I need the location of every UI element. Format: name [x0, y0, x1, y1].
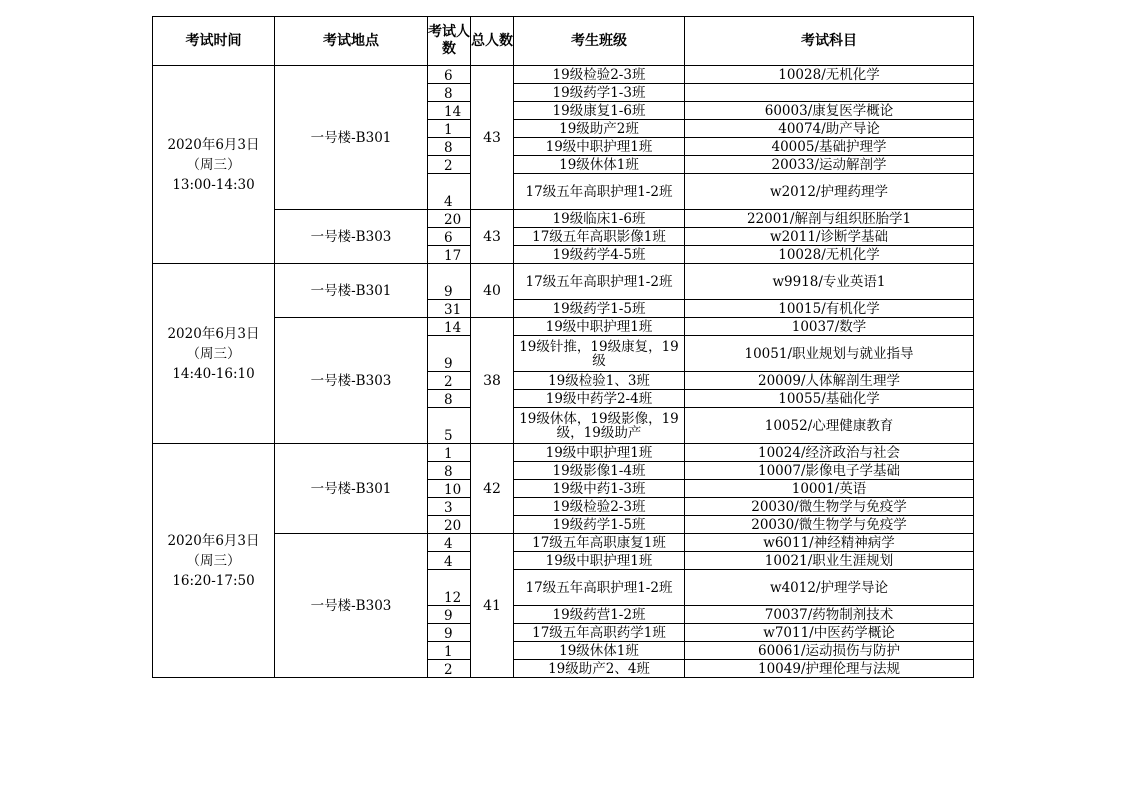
exam-count-cell: 20: [428, 516, 471, 534]
exam-date: 2020年6月3日: [167, 136, 260, 153]
exam-count-cell: 5: [428, 408, 471, 444]
exam-subject-cell: 10028/无机化学: [685, 66, 974, 84]
exam-time: 14:40-16:10: [172, 365, 255, 382]
exam-subject-cell: 10007/影像电子学基础: [685, 462, 974, 480]
student-class-cell: 19级药学1-5班: [514, 300, 685, 318]
exam-weekday: （周三）: [186, 156, 241, 173]
student-class-cell: 19级检验2-3班: [514, 498, 685, 516]
student-class-cell: 19级针推，19级康复，19级: [514, 336, 685, 372]
student-class-cell: 19级中职护理1班: [514, 552, 685, 570]
exam-subject-cell: 20033/运动解剖学: [685, 156, 974, 174]
student-class-cell: 19级检验1、3班: [514, 372, 685, 390]
exam-subject-cell: 10015/有机化学: [685, 300, 974, 318]
exam-subject-cell: 10028/无机化学: [685, 246, 974, 264]
exam-count-cell: 2: [428, 156, 471, 174]
header-exam-place: 考试地点: [275, 17, 428, 66]
exam-count-cell: 9: [428, 624, 471, 642]
student-class-cell: 17级五年高职护理1-2班: [514, 174, 685, 210]
total-count-cell: 43: [471, 66, 514, 210]
table-row: [153, 534, 974, 552]
exam-count-cell: 1: [428, 444, 471, 462]
exam-room-cell: 一号楼-B303: [275, 210, 428, 264]
exam-count-cell: 14: [428, 318, 471, 336]
student-class-cell: 19级助产2、4班: [514, 660, 685, 678]
exam-subject-cell: 10024/经济政治与社会: [685, 444, 974, 462]
exam-subject-cell: 20009/人体解剖生理学: [685, 372, 974, 390]
exam-subject-cell: 22001/解剖与组织胚胎学1: [685, 210, 974, 228]
header-exam-time: 考试时间: [153, 17, 275, 66]
total-count-cell: 41: [471, 534, 514, 678]
table-row: [153, 318, 974, 336]
student-class-cell: 19级影像1-4班: [514, 462, 685, 480]
exam-subject-cell: 10021/职业生涯规划: [685, 552, 974, 570]
exam-count-cell: 4: [428, 552, 471, 570]
exam-time: 16:20-17:50: [172, 572, 255, 589]
exam-count-cell: 4: [428, 174, 471, 210]
exam-subject-cell: 10051/职业规划与就业指导: [685, 336, 974, 372]
total-count-cell: 43: [471, 210, 514, 264]
student-class-cell: 19级康复1-6班: [514, 102, 685, 120]
student-class-cell: 19级休体1班: [514, 642, 685, 660]
exam-subject-cell: [685, 84, 974, 102]
table-row: [153, 66, 974, 84]
exam-date: 2020年6月3日: [167, 325, 260, 342]
exam-time-cell: [153, 66, 275, 264]
total-count-cell: 38: [471, 318, 514, 444]
student-class-cell: 19级药学4-5班: [514, 246, 685, 264]
header-exam-subject: 考试科目: [685, 17, 974, 66]
exam-time-cell: [153, 444, 275, 678]
student-class-cell: 17级五年高职影像1班: [514, 228, 685, 246]
exam-count-cell: 2: [428, 660, 471, 678]
exam-count-cell: 17: [428, 246, 471, 264]
exam-weekday: （周三）: [186, 552, 241, 569]
exam-schedule-table: [152, 16, 974, 678]
exam-count-cell: 3: [428, 498, 471, 516]
exam-subject-cell: 20030/微生物学与免疫学: [685, 516, 974, 534]
total-count-cell: 40: [471, 264, 514, 318]
student-class-cell: 17级五年高职康复1班: [514, 534, 685, 552]
exam-subject-cell: 20030/微生物学与免疫学: [685, 498, 974, 516]
student-class-cell: 19级药营1-2班: [514, 606, 685, 624]
exam-count-cell: 6: [428, 66, 471, 84]
header-total-count: 总人数: [471, 17, 514, 66]
exam-room-cell: 一号楼-B301: [275, 444, 428, 534]
student-class-cell: 19级检验2-3班: [514, 66, 685, 84]
student-class-cell: 17级五年高职护理1-2班: [514, 570, 685, 606]
student-class-cell: 19级中职护理1班: [514, 318, 685, 336]
header-student-class: 考生班级: [514, 17, 685, 66]
exam-count-cell: 6: [428, 228, 471, 246]
exam-subject-cell: 10055/基础化学: [685, 390, 974, 408]
exam-subject-cell: w2012/护理药理学: [685, 174, 974, 210]
exam-count-cell: 9: [428, 606, 471, 624]
exam-subject-cell: 10001/英语: [685, 480, 974, 498]
student-class-cell: 19级助产2班: [514, 120, 685, 138]
exam-count-cell: 1: [428, 120, 471, 138]
student-class-cell: 17级五年高职护理1-2班: [514, 264, 685, 300]
exam-subject-cell: w7011/中医药学概论: [685, 624, 974, 642]
student-class-cell: 19级临床1-6班: [514, 210, 685, 228]
table-row: [153, 264, 974, 300]
exam-count-cell: 10: [428, 480, 471, 498]
exam-time: 13:00-14:30: [172, 176, 255, 193]
total-count-cell: 42: [471, 444, 514, 534]
exam-count-cell: 8: [428, 138, 471, 156]
exam-subject-cell: 60003/康复医学概论: [685, 102, 974, 120]
exam-subject-cell: 60061/运动损伤与防护: [685, 642, 974, 660]
exam-room-cell: 一号楼-B303: [275, 318, 428, 444]
header-row: [153, 17, 974, 66]
exam-count-cell: 8: [428, 390, 471, 408]
exam-subject-cell: 40005/基础护理学: [685, 138, 974, 156]
exam-subject-cell: w4012/护理学导论: [685, 570, 974, 606]
exam-count-cell: 9: [428, 336, 471, 372]
student-class-cell: 19级中药学2-4班: [514, 390, 685, 408]
student-class-cell: 19级休体1班: [514, 156, 685, 174]
student-class-cell: 19级休体，19级影像，19级，19级助产: [514, 408, 685, 444]
exam-subject-cell: w6011/神经精神病学: [685, 534, 974, 552]
exam-subject-cell: 40074/助产导论: [685, 120, 974, 138]
exam-count-cell: 20: [428, 210, 471, 228]
exam-subject-cell: 10037/数学: [685, 318, 974, 336]
exam-room-cell: 一号楼-B303: [275, 534, 428, 678]
exam-count-cell: 8: [428, 84, 471, 102]
exam-subject-cell: 70037/药物制剂技术: [685, 606, 974, 624]
exam-subject-cell: 10049/护理伦理与法规: [685, 660, 974, 678]
exam-count-cell: 8: [428, 462, 471, 480]
table-row: [153, 210, 974, 228]
exam-weekday: （周三）: [186, 345, 241, 362]
student-class-cell: 19级中职护理1班: [514, 444, 685, 462]
student-class-cell: 19级中职护理1班: [514, 138, 685, 156]
exam-subject-cell: 10052/心理健康教育: [685, 408, 974, 444]
exam-count-cell: 14: [428, 102, 471, 120]
student-class-cell: 19级药学1-3班: [514, 84, 685, 102]
header-exam-count: 考试人数: [428, 17, 471, 66]
exam-subject-cell: w2011/诊断学基础: [685, 228, 974, 246]
exam-time-cell: [153, 264, 275, 444]
exam-room-cell: 一号楼-B301: [275, 66, 428, 210]
student-class-cell: 19级药学1-5班: [514, 516, 685, 534]
exam-room-cell: 一号楼-B301: [275, 264, 428, 318]
exam-count-cell: 2: [428, 372, 471, 390]
exam-count-cell: 9: [428, 264, 471, 300]
exam-count-cell: 4: [428, 534, 471, 552]
student-class-cell: 17级五年高职药学1班: [514, 624, 685, 642]
exam-count-cell: 1: [428, 642, 471, 660]
exam-count-cell: 12: [428, 570, 471, 606]
student-class-cell: 19级中药1-3班: [514, 480, 685, 498]
exam-subject-cell: w9918/专业英语1: [685, 264, 974, 300]
exam-count-cell: 31: [428, 300, 471, 318]
table-row: [153, 444, 974, 462]
exam-date: 2020年6月3日: [167, 532, 260, 549]
